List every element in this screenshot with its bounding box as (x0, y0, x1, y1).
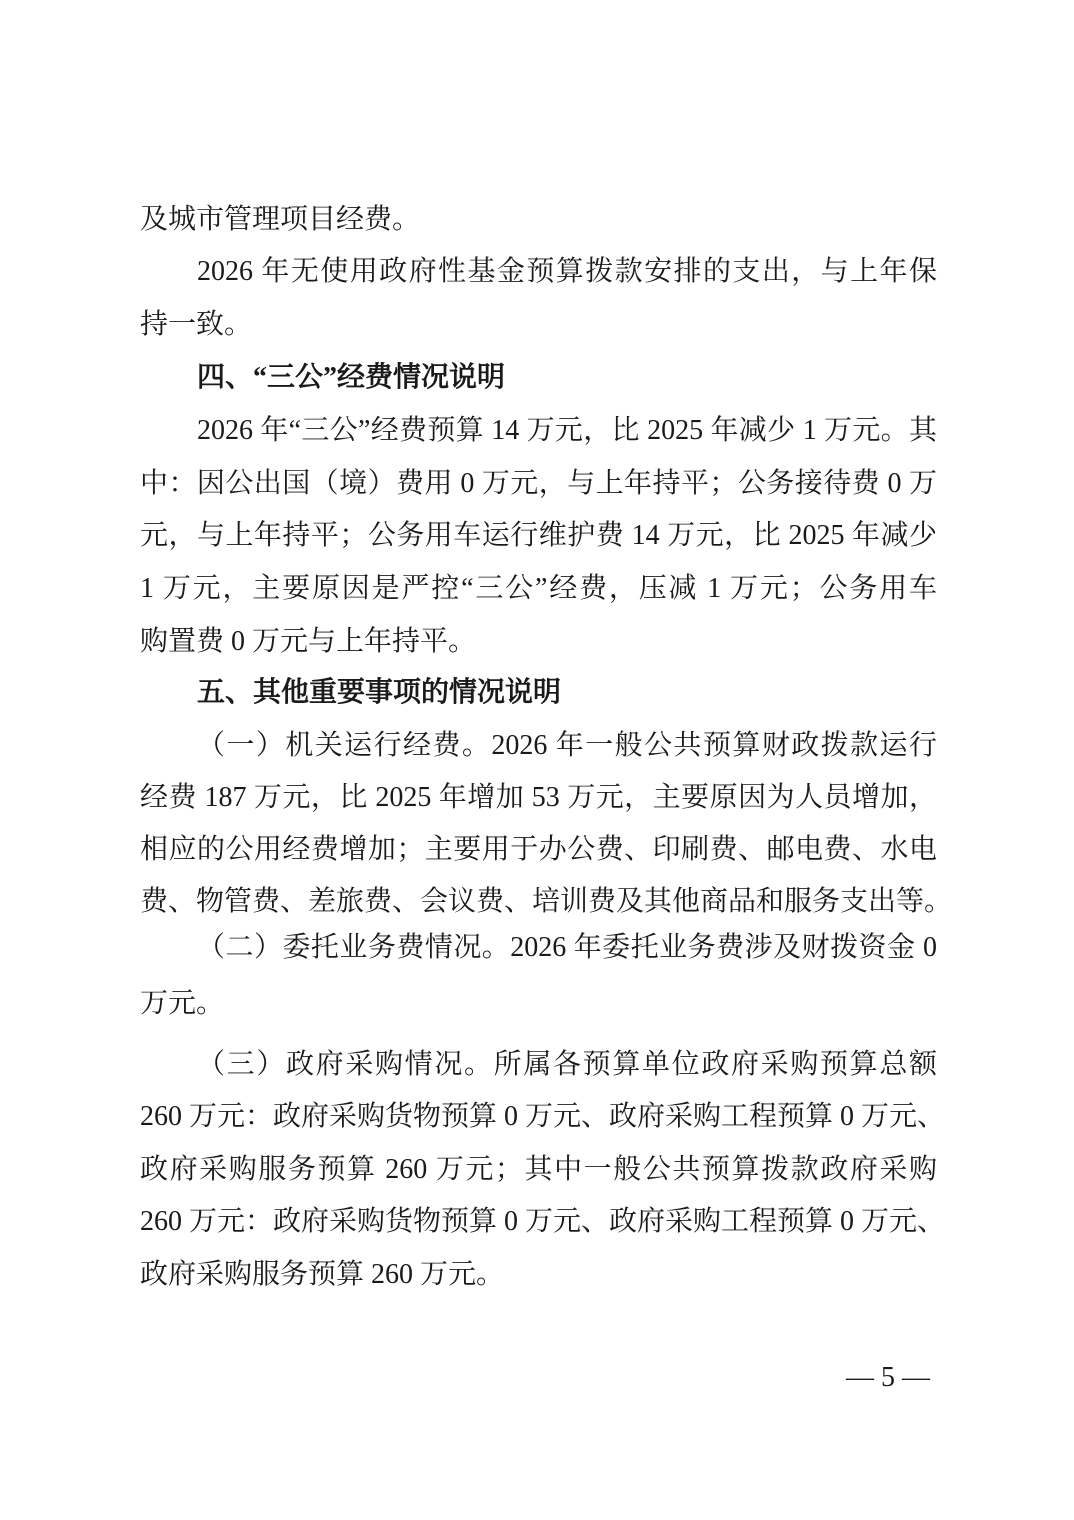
section-heading: 四、“三公”经费情况说明 (197, 362, 506, 393)
section-heading: 五、其他重要事项的情况说明 (197, 677, 562, 708)
text-line: 1 万元，主要原因是严控“三公”经费，压减 1 万元；公务用车 (140, 573, 937, 604)
text-line: （二）委托业务费情况。2026 年委托业务费涉及财拨资金 0 (197, 932, 937, 963)
text-line: 经费 187 万元，比 2025 年增加 53 万元，主要原因为人员增加， (140, 782, 937, 813)
text-line: 260 万元：政府采购货物预算 0 万元、政府采购工程预算 0 万元、 (140, 1206, 946, 1237)
text-line: 政府采购服务预算 260 万元；其中一般公共预算拨款政府采购 (140, 1154, 937, 1185)
text-line: 持一致。 (140, 309, 253, 340)
text-line: 费、物管费、差旅费、会议费、培训费及其他商品和服务支出等。 (140, 886, 953, 917)
text-line: 2026 年无使用政府性基金预算拨款安排的支出，与上年保 (197, 256, 937, 287)
text-line: 中：因公出国（境）费用 0 万元，与上年持平；公务接待费 0 万 (140, 468, 937, 499)
text-line: 购置费 0 万元与上年持平。 (140, 626, 477, 657)
text-line: 政府采购服务预算 260 万元。 (140, 1259, 505, 1290)
text-line: （一）机关运行经费。2026 年一般公共预算财政拨款运行 (197, 730, 937, 761)
page-number: — 5 — (846, 1362, 930, 1393)
text-line: 260 万元：政府采购货物预算 0 万元、政府采购工程预算 0 万元、 (140, 1101, 946, 1132)
text-line: 万元。 (140, 988, 225, 1019)
text-line: 相应的公用经费增加；主要用于办公费、印刷费、邮电费、水电 (140, 834, 937, 865)
text-line: 及城市管理项目经费。 (140, 204, 421, 235)
text-line: 2026 年“三公”经费预算 14 万元，比 2025 年减少 1 万元。其 (197, 415, 937, 446)
text-line: （三）政府采购情况。所属各预算单位政府采购预算总额 (197, 1049, 937, 1080)
text-line: 元，与上年持平；公务用车运行维护费 14 万元，比 2025 年减少 (140, 520, 937, 551)
